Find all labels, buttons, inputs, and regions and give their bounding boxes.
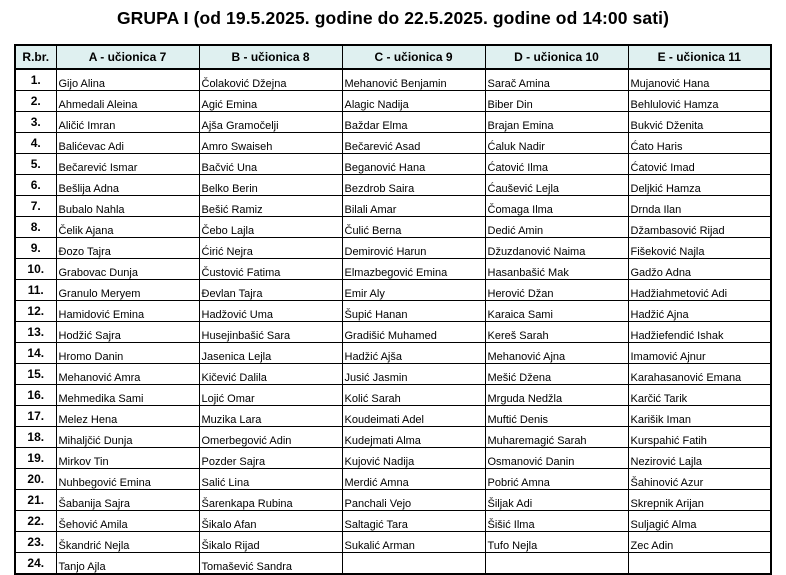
table-row: [15, 259, 771, 280]
student-name-cell-classroom-e: Karčić Tarik: [628, 385, 771, 406]
row-number-cell: 9.: [15, 238, 56, 259]
student-name-cell-classroom-e: Hadžiahmetović Adi: [628, 280, 771, 301]
table-row: [15, 364, 771, 385]
student-name-cell-classroom-a: Mehanović Amra: [56, 364, 199, 385]
table-row: [15, 322, 771, 343]
student-name-cell-classroom-e: Hadžić Ajna: [628, 301, 771, 322]
student-name-cell-classroom-e: Deljkić Hamza: [628, 175, 771, 196]
row-number-cell: 10.: [15, 259, 56, 280]
student-name-cell-classroom-b: Salić Lina: [199, 469, 342, 490]
table-row: [15, 511, 771, 532]
student-name-cell-classroom-b: Đevlan Tajra: [199, 280, 342, 301]
student-name-cell-classroom-d: Mešić Džena: [485, 364, 628, 385]
table-row: [15, 280, 771, 301]
table-row: [15, 553, 771, 575]
student-name-cell-classroom-b: Husejinbašić Sara: [199, 322, 342, 343]
student-name-cell-classroom-b: Šarenkapa Rubina: [199, 490, 342, 511]
table-body: [15, 69, 771, 574]
student-name-cell-classroom-d: Muftić Denis: [485, 406, 628, 427]
student-name-cell-classroom-a: Čelik Ajana: [56, 217, 199, 238]
row-number-cell: 23.: [15, 532, 56, 553]
student-name-cell-classroom-c: Bečarević Asad: [342, 133, 485, 154]
student-name-cell-classroom-c: [342, 553, 485, 575]
student-name-cell-classroom-d: Mrguda Nedžla: [485, 385, 628, 406]
student-name-cell-classroom-a: Šehović Amila: [56, 511, 199, 532]
student-name-cell-classroom-a: Melez Hena: [56, 406, 199, 427]
row-number-cell: 6.: [15, 175, 56, 196]
student-name-cell-classroom-c: Demirović Harun: [342, 238, 485, 259]
student-name-cell-classroom-e: Zec Adin: [628, 532, 771, 553]
student-name-cell-classroom-a: Hodžić Sajra: [56, 322, 199, 343]
student-name-cell-classroom-a: Mirkov Tin: [56, 448, 199, 469]
student-name-cell-classroom-b: Ćirić Nejra: [199, 238, 342, 259]
table-row: [15, 385, 771, 406]
student-name-cell-classroom-c: Kujović Nadija: [342, 448, 485, 469]
student-name-cell-classroom-d: Tufo Nejla: [485, 532, 628, 553]
student-name-cell-classroom-d: Osmanović Danin: [485, 448, 628, 469]
student-name-cell-classroom-a: Hromo Danin: [56, 343, 199, 364]
table-row: [15, 238, 771, 259]
student-name-cell-classroom-a: Aličić Imran: [56, 112, 199, 133]
student-name-cell-classroom-a: Bubalo Nahla: [56, 196, 199, 217]
student-name-cell-classroom-a: Đozo Tajra: [56, 238, 199, 259]
table-row: [15, 69, 771, 91]
table-row: [15, 301, 771, 322]
student-name-cell-classroom-d: Sarač Amina: [485, 69, 628, 91]
table-row: [15, 91, 771, 112]
student-name-cell-classroom-a: Nuhbegović Emina: [56, 469, 199, 490]
student-name-cell-classroom-a: Šabanija Sajra: [56, 490, 199, 511]
student-name-cell-classroom-c: Kudejmati Alma: [342, 427, 485, 448]
row-number-cell: 17.: [15, 406, 56, 427]
row-number-cell: 5.: [15, 154, 56, 175]
student-name-cell-classroom-b: Šikalo Rijad: [199, 532, 342, 553]
header-row-number: R.br.: [15, 45, 56, 69]
header-classroom-a: A - učionica 7: [56, 45, 199, 69]
student-name-cell-classroom-d: Kereš Sarah: [485, 322, 628, 343]
student-name-cell-classroom-e: Skrepnik Arijan: [628, 490, 771, 511]
student-name-cell-classroom-a: Balićevac Adi: [56, 133, 199, 154]
row-number-cell: 14.: [15, 343, 56, 364]
student-name-cell-classroom-a: Mihaljčić Dunja: [56, 427, 199, 448]
table-row: [15, 196, 771, 217]
row-number-cell: 19.: [15, 448, 56, 469]
student-name-cell-classroom-b: Hadžović Uma: [199, 301, 342, 322]
student-name-cell-classroom-b: Agić Emina: [199, 91, 342, 112]
student-name-cell-classroom-e: Gadžo Adna: [628, 259, 771, 280]
student-name-cell-classroom-e: Fišeković Najla: [628, 238, 771, 259]
row-number-cell: 12.: [15, 301, 56, 322]
student-name-cell-classroom-d: Ćaušević Lejla: [485, 175, 628, 196]
student-name-cell-classroom-d: Dedić Amin: [485, 217, 628, 238]
student-name-cell-classroom-c: Kolić Sarah: [342, 385, 485, 406]
row-number-cell: 1.: [15, 69, 56, 91]
header-classroom-b: B - učionica 8: [199, 45, 342, 69]
row-number-cell: 20.: [15, 469, 56, 490]
student-name-cell-classroom-b: Pozder Sajra: [199, 448, 342, 469]
student-name-cell-classroom-d: Hasanbašić Mak: [485, 259, 628, 280]
table-header-row: [15, 45, 771, 69]
student-name-cell-classroom-c: Emir Aly: [342, 280, 485, 301]
student-name-cell-classroom-b: Čustović Fatima: [199, 259, 342, 280]
row-number-cell: 8.: [15, 217, 56, 238]
row-number-cell: 21.: [15, 490, 56, 511]
student-name-cell-classroom-c: Sukalić Arman: [342, 532, 485, 553]
page-title: GRUPA I (od 19.5.2025. godine do 22.5.2025. godine od 14:00 sati): [116, 8, 670, 28]
table-row: [15, 175, 771, 196]
student-name-cell-classroom-e: [628, 553, 771, 575]
student-name-cell-classroom-a: Mehmedika Sami: [56, 385, 199, 406]
student-name-cell-classroom-e: Nezirović Lajla: [628, 448, 771, 469]
student-name-cell-classroom-b: Belko Berin: [199, 175, 342, 196]
student-name-cell-classroom-d: [485, 553, 628, 575]
student-name-cell-classroom-d: Čomaga Ilma: [485, 196, 628, 217]
student-name-cell-classroom-e: Behlulović Hamza: [628, 91, 771, 112]
header-classroom-e: E - učionica 11: [628, 45, 771, 69]
student-name-cell-classroom-d: Mehanović Ajna: [485, 343, 628, 364]
student-name-cell-classroom-a: Gijo Alina: [56, 69, 199, 91]
student-name-cell-classroom-d: Brajan Emina: [485, 112, 628, 133]
row-number-cell: 16.: [15, 385, 56, 406]
student-name-cell-classroom-b: Tomašević Sandra: [199, 553, 342, 575]
student-name-cell-classroom-e: Drnda Ilan: [628, 196, 771, 217]
table-row: [15, 469, 771, 490]
student-name-cell-classroom-d: Ćaluk Nadir: [485, 133, 628, 154]
student-name-cell-classroom-e: Suljagić Alma: [628, 511, 771, 532]
student-name-cell-classroom-c: Bezdrob Saira: [342, 175, 485, 196]
table-row: [15, 343, 771, 364]
student-name-cell-classroom-d: Šišić Ilma: [485, 511, 628, 532]
student-name-cell-classroom-e: Šahinović Azur: [628, 469, 771, 490]
student-name-cell-classroom-b: Lojić Omar: [199, 385, 342, 406]
student-name-cell-classroom-d: Ćatović Ilma: [485, 154, 628, 175]
student-name-cell-classroom-b: Čolaković Džejna: [199, 69, 342, 91]
row-number-cell: 15.: [15, 364, 56, 385]
student-name-cell-classroom-c: Hadžić Ajša: [342, 343, 485, 364]
student-name-cell-classroom-e: Kurspahić Fatih: [628, 427, 771, 448]
student-name-cell-classroom-c: Mehanović Benjamin: [342, 69, 485, 91]
student-name-cell-classroom-b: Amro Swaiseh: [199, 133, 342, 154]
student-name-cell-classroom-b: Muzika Lara: [199, 406, 342, 427]
student-name-cell-classroom-c: Beganović Hana: [342, 154, 485, 175]
group-schedule-table: [14, 44, 772, 575]
student-name-cell-classroom-c: Baždar Elma: [342, 112, 485, 133]
student-name-cell-classroom-e: Karišik Iman: [628, 406, 771, 427]
table-row: [15, 532, 771, 553]
student-name-cell-classroom-e: Ćato Haris: [628, 133, 771, 154]
student-name-cell-classroom-b: Omerbegović Adin: [199, 427, 342, 448]
student-name-cell-classroom-b: Kičević Dalila: [199, 364, 342, 385]
student-name-cell-classroom-c: Alagic Nadija: [342, 91, 485, 112]
table-row: [15, 490, 771, 511]
student-name-cell-classroom-e: Hadžiefendić Ishak: [628, 322, 771, 343]
student-name-cell-classroom-a: Škandrić Nejla: [56, 532, 199, 553]
student-name-cell-classroom-c: Saltagić Tara: [342, 511, 485, 532]
table-row: [15, 154, 771, 175]
row-number-cell: 2.: [15, 91, 56, 112]
student-name-cell-classroom-a: Hamidović Emina: [56, 301, 199, 322]
header-classroom-d: D - učionica 10: [485, 45, 628, 69]
student-name-cell-classroom-d: Šiljak Adi: [485, 490, 628, 511]
row-number-cell: 4.: [15, 133, 56, 154]
student-name-cell-classroom-e: Imamović Ajnur: [628, 343, 771, 364]
student-name-cell-classroom-e: Džambasović Rijad: [628, 217, 771, 238]
table-row: [15, 448, 771, 469]
row-number-cell: 7.: [15, 196, 56, 217]
student-name-cell-classroom-c: Koudeimati Adel: [342, 406, 485, 427]
student-name-cell-classroom-e: Bukvić Dženita: [628, 112, 771, 133]
row-number-cell: 24.: [15, 553, 56, 575]
student-name-cell-classroom-d: Herović Džan: [485, 280, 628, 301]
row-number-cell: 13.: [15, 322, 56, 343]
row-number-cell: 3.: [15, 112, 56, 133]
student-name-cell-classroom-c: Šupić Hanan: [342, 301, 485, 322]
student-name-cell-classroom-d: Muharemagić Sarah: [485, 427, 628, 448]
student-name-cell-classroom-b: Jasenica Lejla: [199, 343, 342, 364]
table-row: [15, 217, 771, 238]
student-name-cell-classroom-d: Pobrić Amna: [485, 469, 628, 490]
student-name-cell-classroom-b: Bačvić Una: [199, 154, 342, 175]
student-name-cell-classroom-d: Džuzdanović Naima: [485, 238, 628, 259]
student-name-cell-classroom-e: Ćatović Imad: [628, 154, 771, 175]
row-number-cell: 18.: [15, 427, 56, 448]
student-name-cell-classroom-a: Grabovac Dunja: [56, 259, 199, 280]
table-row: [15, 133, 771, 154]
header-classroom-c: C - učionica 9: [342, 45, 485, 69]
student-name-cell-classroom-a: Bečarević Ismar: [56, 154, 199, 175]
student-name-cell-classroom-a: Granulo Meryem: [56, 280, 199, 301]
student-name-cell-classroom-b: Šikalo Afan: [199, 511, 342, 532]
student-name-cell-classroom-c: Gradišić Muhamed: [342, 322, 485, 343]
student-name-cell-classroom-c: Jusić Jasmin: [342, 364, 485, 385]
row-number-cell: 11.: [15, 280, 56, 301]
student-name-cell-classroom-d: Karaica Sami: [485, 301, 628, 322]
student-name-cell-classroom-d: Biber Din: [485, 91, 628, 112]
student-name-cell-classroom-c: Panchali Vejo: [342, 490, 485, 511]
table-row: [15, 427, 771, 448]
row-number-cell: 22.: [15, 511, 56, 532]
student-name-cell-classroom-e: Karahasanović Emana: [628, 364, 771, 385]
table-row: [15, 112, 771, 133]
student-name-cell-classroom-c: Čulić Berna: [342, 217, 485, 238]
student-name-cell-classroom-a: Bešlija Adna: [56, 175, 199, 196]
student-name-cell-classroom-c: Merdić Amna: [342, 469, 485, 490]
student-name-cell-classroom-e: Mujanović Hana: [628, 69, 771, 91]
student-name-cell-classroom-b: Ajša Gramočelji: [199, 112, 342, 133]
student-name-cell-classroom-a: Tanjo Ajla: [56, 553, 199, 575]
table-row: [15, 406, 771, 427]
student-name-cell-classroom-c: Bilali Amar: [342, 196, 485, 217]
student-name-cell-classroom-a: Ahmedali Aleina: [56, 91, 199, 112]
student-name-cell-classroom-c: Elmazbegović Emina: [342, 259, 485, 280]
student-name-cell-classroom-b: Čebo Lajla: [199, 217, 342, 238]
student-name-cell-classroom-b: Bešić Ramiz: [199, 196, 342, 217]
